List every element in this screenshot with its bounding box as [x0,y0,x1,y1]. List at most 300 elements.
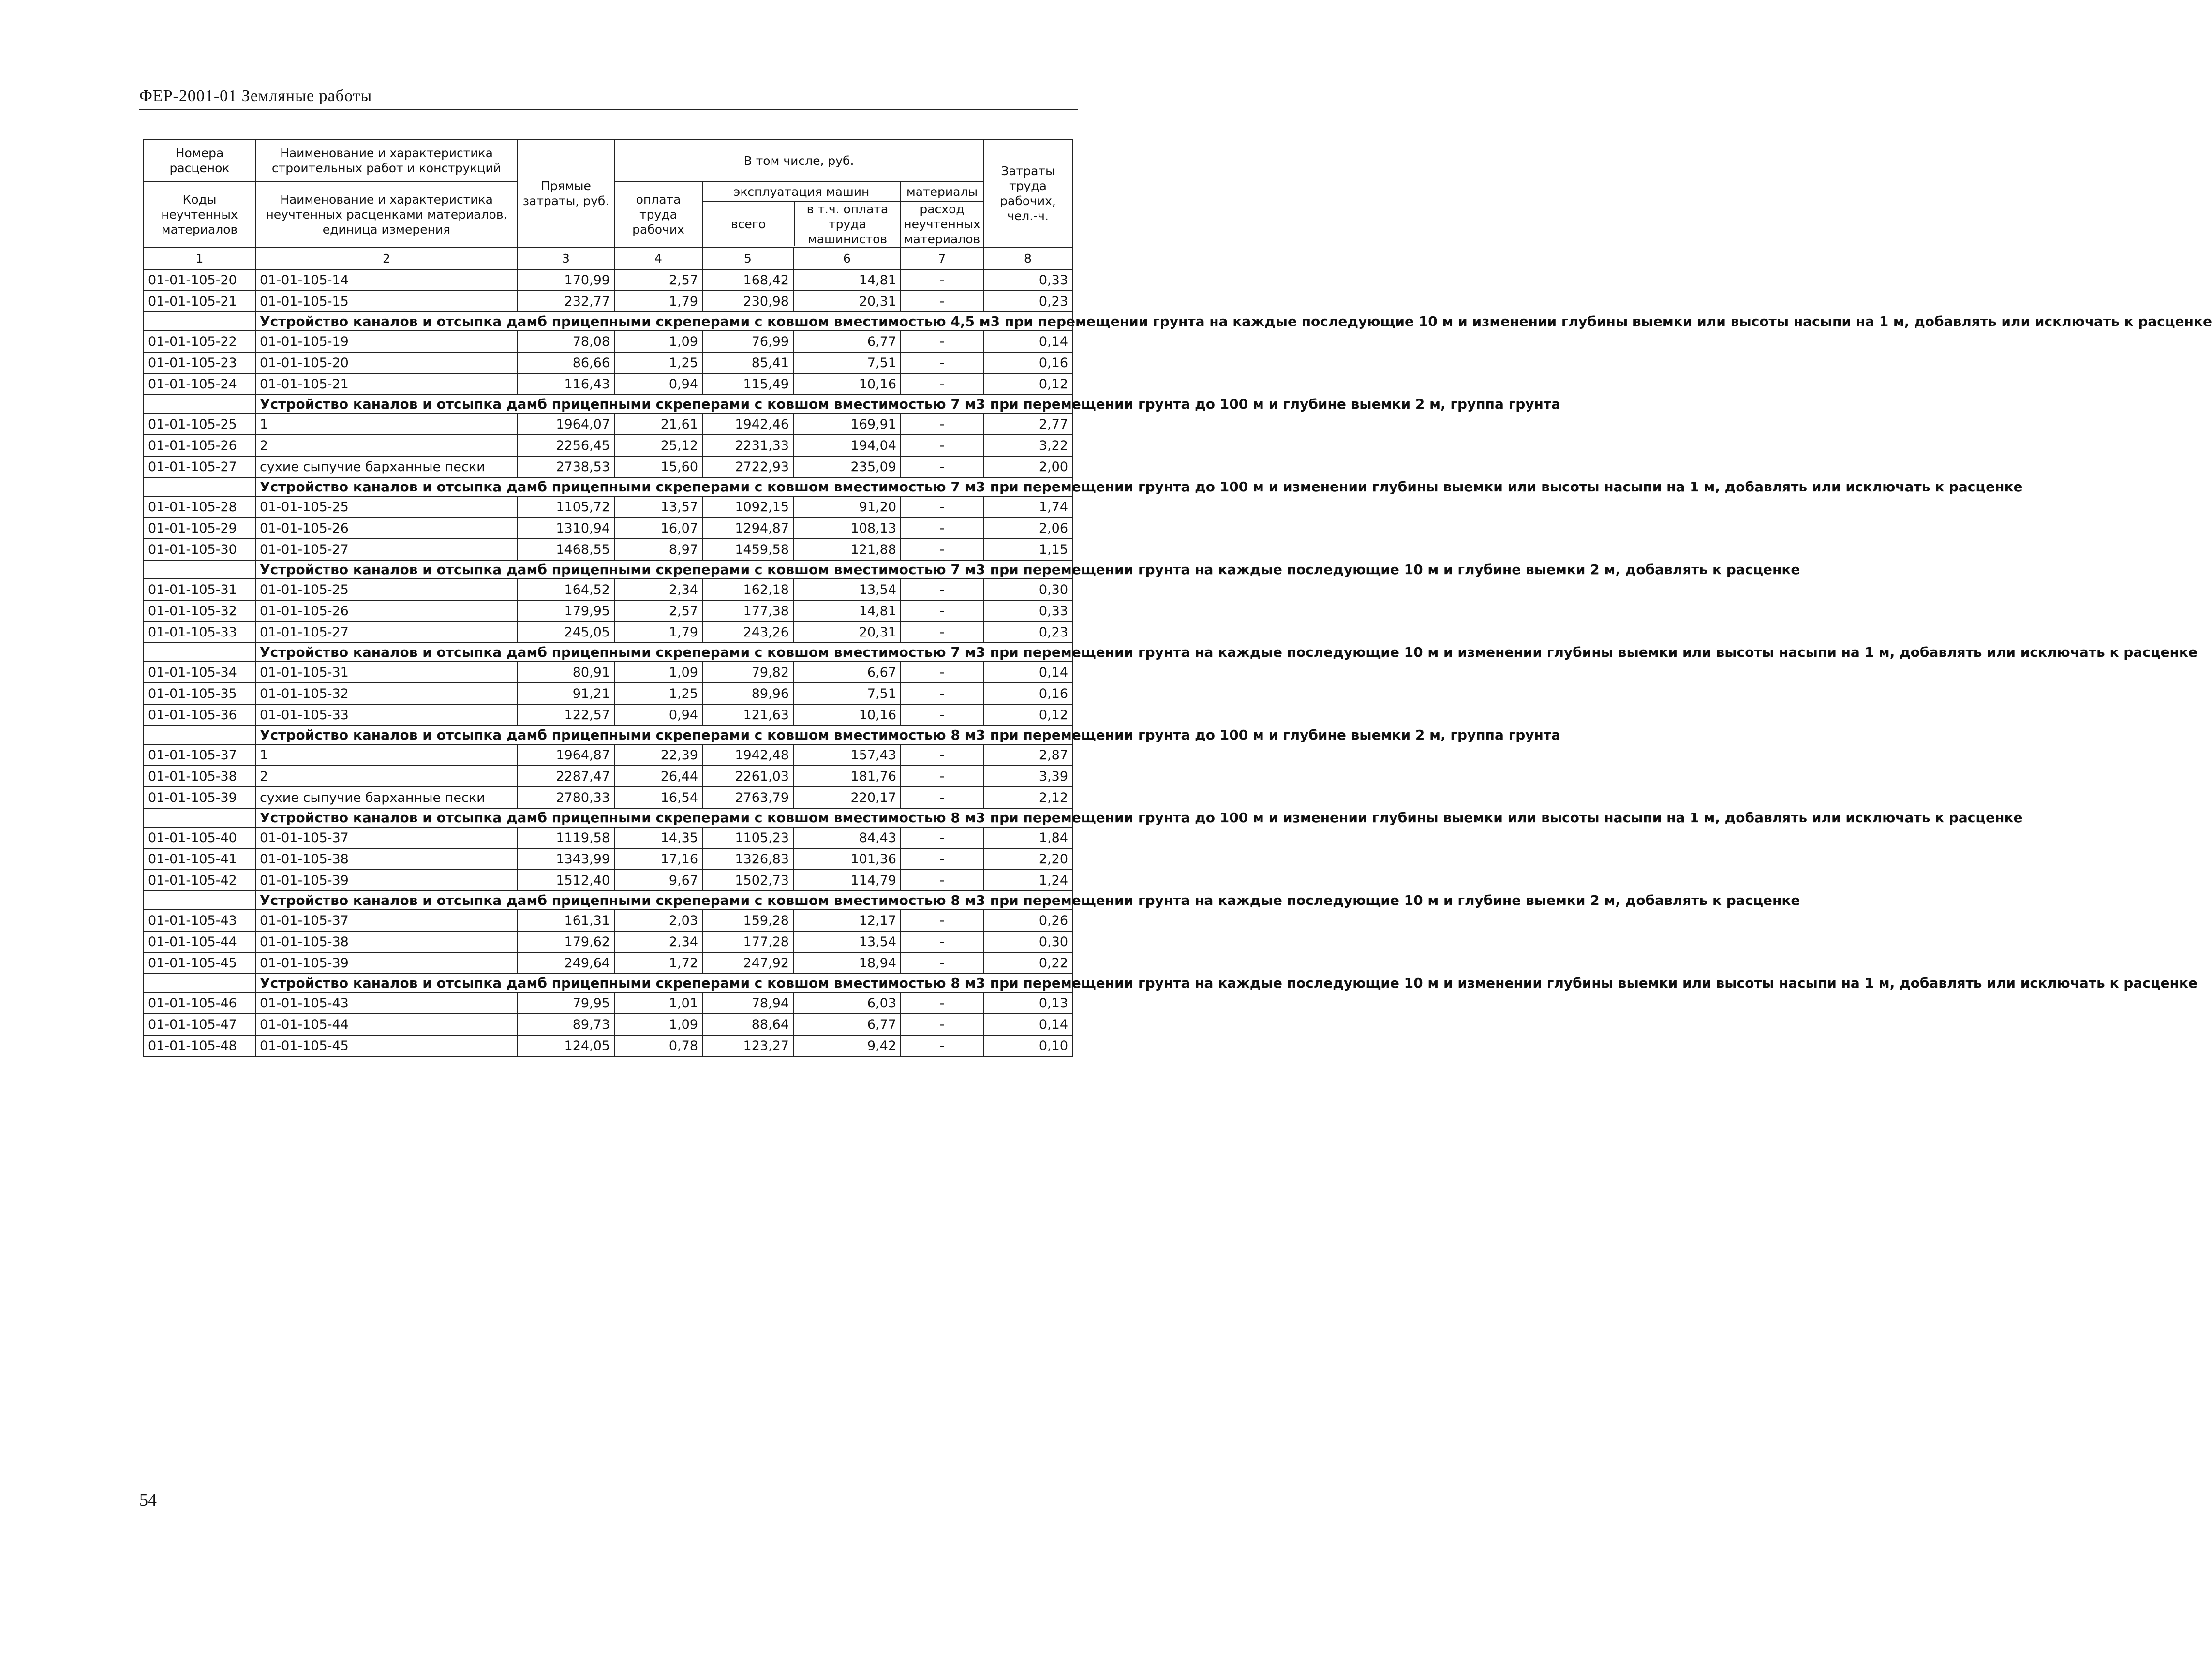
rate-name: 01-01-105-38 [255,931,518,952]
machinists-pay: 14,81 [793,269,901,291]
section-title: Устройство каналов и отсыпка дамб прицепными скреперами с ковшом вместимостью 8 м3 при перемещении грунта до 100 м и изменении глубины выемки или высоты насыпи на 1 м, добавлять или исключать к расценке [255,808,1072,827]
rate-name: 01-01-105-33 [255,704,518,725]
column-number-row [144,247,1072,269]
table-row [144,848,1072,870]
labor-hours: 0,16 [983,683,1072,704]
table-row [144,331,1072,352]
rate-name: 01-01-105-43 [255,992,518,1014]
direct-cost: 1105,72 [518,496,614,518]
table-body [144,269,2212,1056]
section-row [144,725,1072,744]
table-row [144,496,1072,518]
section-blank-cell [144,643,255,662]
table-row [144,827,1072,848]
machinists-pay: 6,03 [793,992,901,1014]
machinists-pay: 9,42 [793,1035,901,1056]
machines-total: 76,99 [702,331,793,352]
rate-name: 01-01-105-44 [255,1014,518,1035]
machines-total: 177,38 [702,600,793,621]
machines-total: 243,26 [702,621,793,643]
direct-cost: 170,99 [518,269,614,291]
section-row [144,808,1072,827]
section-row [144,312,1072,331]
labor-pay: 8,97 [614,539,702,560]
section-row [144,560,1072,579]
machines-total: 1502,73 [702,870,793,891]
table-row [144,952,1072,974]
machines-total: 2231,33 [702,435,793,456]
machinists-pay: 6,77 [793,331,901,352]
labor-pay: 0,78 [614,1035,702,1056]
direct-cost: 124,05 [518,1035,614,1056]
labor-hours: 2,06 [983,518,1072,539]
machines-total: 1326,83 [702,848,793,870]
labor-hours: 0,14 [983,331,1072,352]
machines-total: 230,98 [702,291,793,312]
direct-cost: 1310,94 [518,518,614,539]
header-divider [139,109,1078,110]
materials-cost: - [901,704,983,725]
labor-hours: 0,13 [983,992,1072,1014]
col-number: 7 [901,247,983,269]
table-row [144,787,1072,808]
machinists-pay: 220,17 [793,787,901,808]
rate-number: 01-01-105-39 [144,787,255,808]
machines-total: 1294,87 [702,518,793,539]
labor-hours: 0,22 [983,952,1072,974]
labor-pay: 1,09 [614,331,702,352]
labor-hours: 2,20 [983,848,1072,870]
section-title: Устройство каналов и отсыпка дамб прицепными скреперами с ковшом вместимостью 4,5 м3 при перемещении грунта на каждые последующие 10 м и изменении глубины выемки или высоты насыпи на 1 м, добавлять или исключать к расценке [255,312,1072,331]
col-machinists-pay-header: в т.ч. оплата труда машинистов [806,202,889,246]
materials-cost: - [901,621,983,643]
rate-number: 01-01-105-44 [144,931,255,952]
rate-name: 1 [255,744,518,766]
section-row [144,891,1072,910]
direct-cost: 1119,58 [518,827,614,848]
materials-cost: - [901,870,983,891]
table-row [144,662,1072,683]
materials-cost: - [901,518,983,539]
section-title: Устройство каналов и отсыпка дамб прицепными скреперами с ковшом вместимостью 7 м3 при перемещении грунта до 100 м и глубине выемки 2 м, группа грунта [255,395,1072,414]
machinists-pay: 13,54 [793,579,901,600]
table-header [144,140,1072,269]
table-row [144,600,1072,621]
materials-cost: - [901,579,983,600]
rate-name: 01-01-105-39 [255,952,518,974]
direct-cost: 116,43 [518,373,614,395]
labor-pay: 0,94 [614,704,702,725]
labor-hours: 0,12 [983,704,1072,725]
col-materials-unaccounted-header: расход неучтенных материалов [904,202,980,246]
rate-number: 01-01-105-30 [144,539,255,560]
section-blank-cell [144,312,255,331]
rate-name: 01-01-105-27 [255,539,518,560]
direct-cost: 1468,55 [518,539,614,560]
col-machines-header: эксплуатация машин [703,183,900,202]
machinists-pay: 7,51 [793,683,901,704]
labor-pay: 26,44 [614,766,702,787]
materials-cost: - [901,662,983,683]
labor-pay: 1,79 [614,291,702,312]
labor-pay: 0,94 [614,373,702,395]
direct-cost: 86,66 [518,352,614,373]
rate-number: 01-01-105-42 [144,870,255,891]
materials-cost: - [901,414,983,435]
section-blank-cell [144,891,255,910]
rate-name: 01-01-105-31 [255,662,518,683]
col-including-header: В том числе, руб. [614,140,983,181]
col-labor-pay-header: оплата труда рабочих [614,181,702,247]
machines-total: 121,63 [702,704,793,725]
table-row [144,435,1072,456]
labor-hours: 0,14 [983,1014,1072,1035]
labor-hours: 1,15 [983,539,1072,560]
rate-number: 01-01-105-46 [144,992,255,1014]
machinists-pay: 10,16 [793,373,901,395]
rate-name: сухие сыпучие барханные пески [255,787,518,808]
section-blank-cell [144,395,255,414]
labor-pay: 21,61 [614,414,702,435]
machines-total: 2763,79 [702,787,793,808]
labor-hours: 0,26 [983,910,1072,931]
labor-hours: 2,77 [983,414,1072,435]
rate-name: 01-01-105-20 [255,352,518,373]
materials-cost: - [901,1035,983,1056]
rate-number: 01-01-105-28 [144,496,255,518]
materials-cost: - [901,766,983,787]
labor-pay: 2,34 [614,579,702,600]
col-name-materials-header: Наименование и характеристика неучтенных расценками материалов, единица измерения [255,181,518,247]
rate-name: 01-01-105-38 [255,848,518,870]
col-number: 2 [255,247,518,269]
labor-pay: 9,67 [614,870,702,891]
col-direct-header: Прямые затраты, руб. [518,140,614,247]
direct-cost: 245,05 [518,621,614,643]
machinists-pay: 108,13 [793,518,901,539]
machines-total: 88,64 [702,1014,793,1035]
materials-cost: - [901,435,983,456]
labor-pay: 2,03 [614,910,702,931]
materials-cost: - [901,291,983,312]
direct-cost: 1343,99 [518,848,614,870]
table-row [144,931,1072,952]
rate-name: 01-01-105-32 [255,683,518,704]
col-number: 1 [144,247,255,269]
rate-number: 01-01-105-24 [144,373,255,395]
labor-pay: 2,57 [614,269,702,291]
table-row [144,704,1072,725]
machinists-pay: 20,31 [793,621,901,643]
section-title: Устройство каналов и отсыпка дамб прицепными скреперами с ковшом вместимостью 8 м3 при перемещении грунта до 100 м и глубине выемки 2 м, группа грунта [255,725,1072,744]
labor-hours: 2,00 [983,456,1072,477]
direct-cost: 179,95 [518,600,614,621]
machinists-pay: 14,81 [793,600,901,621]
direct-cost: 78,08 [518,331,614,352]
direct-cost: 232,77 [518,291,614,312]
table-row [144,992,1072,1014]
section-row [144,974,1072,992]
rate-name: 01-01-105-15 [255,291,518,312]
materials-cost: - [901,1014,983,1035]
table-row [144,766,1072,787]
machines-total: 1105,23 [702,827,793,848]
machinists-pay: 91,20 [793,496,901,518]
materials-cost: - [901,456,983,477]
machinists-pay: 181,76 [793,766,901,787]
rate-number: 01-01-105-21 [144,291,255,312]
table-row [144,539,1072,560]
section-row [144,643,1072,662]
machines-total: 89,96 [702,683,793,704]
page-number: 54 [139,1490,157,1509]
labor-pay: 1,25 [614,352,702,373]
table-row [144,414,1072,435]
rate-name: 01-01-105-14 [255,269,518,291]
labor-hours: 0,23 [983,291,1072,312]
rate-number: 01-01-105-32 [144,600,255,621]
labor-pay: 13,57 [614,496,702,518]
rate-number: 01-01-105-26 [144,435,255,456]
direct-cost: 79,95 [518,992,614,1014]
machines-total: 168,42 [702,269,793,291]
labor-pay: 2,57 [614,600,702,621]
labor-hours: 2,12 [983,787,1072,808]
rate-number: 01-01-105-31 [144,579,255,600]
table-row [144,621,1072,643]
rate-name: сухие сыпучие барханные пески [255,456,518,477]
machinists-pay: 84,43 [793,827,901,848]
rate-number: 01-01-105-38 [144,766,255,787]
labor-hours: 1,74 [983,496,1072,518]
col-number: 5 [702,247,793,269]
machinists-pay: 235,09 [793,456,901,477]
machines-total: 115,49 [702,373,793,395]
rate-number: 01-01-105-23 [144,352,255,373]
materials-cost: - [901,496,983,518]
machinists-pay: 121,88 [793,539,901,560]
labor-hours: 0,10 [983,1035,1072,1056]
labor-pay: 1,09 [614,1014,702,1035]
rate-name: 2 [255,435,518,456]
col-materials-header: материалы [901,183,983,202]
labor-pay: 1,72 [614,952,702,974]
rate-number: 01-01-105-35 [144,683,255,704]
col-machines-total-header: всего [703,202,795,246]
col-number: 4 [614,247,702,269]
materials-cost: - [901,827,983,848]
labor-pay: 17,16 [614,848,702,870]
materials-cost: - [901,744,983,766]
materials-cost: - [901,931,983,952]
rate-number: 01-01-105-40 [144,827,255,848]
labor-pay: 1,79 [614,621,702,643]
col-codes-header: Коды неучтенных материалов [144,181,255,247]
rate-name: 01-01-105-26 [255,518,518,539]
labor-hours: 0,16 [983,352,1072,373]
materials-cost: - [901,269,983,291]
machines-total: 2261,03 [702,766,793,787]
direct-cost: 161,31 [518,910,614,931]
rate-number: 01-01-105-25 [144,414,255,435]
section-row [144,477,1072,496]
materials-cost: - [901,787,983,808]
table-row [144,269,1072,291]
machinists-pay: 10,16 [793,704,901,725]
labor-hours: 2,87 [983,744,1072,766]
col-numbers-header: Номера расценок [144,140,255,181]
table-row [144,579,1072,600]
machines-total: 177,28 [702,931,793,952]
rate-name: 01-01-105-21 [255,373,518,395]
section-blank-cell [144,477,255,496]
rate-number: 01-01-105-22 [144,331,255,352]
table-row [144,910,1072,931]
rate-name: 01-01-105-19 [255,331,518,352]
machines-total: 78,94 [702,992,793,1014]
section-blank-cell [144,725,255,744]
table-row [144,683,1072,704]
rate-number: 01-01-105-48 [144,1035,255,1056]
table-row [144,870,1072,891]
table-row [144,456,1072,477]
col-labor-cost-header: Затраты труда рабочих, чел.-ч. [983,140,1072,247]
materials-cost: - [901,952,983,974]
labor-pay: 1,09 [614,662,702,683]
machinists-pay: 194,04 [793,435,901,456]
direct-cost: 2256,45 [518,435,614,456]
direct-cost: 2287,47 [518,766,614,787]
materials-cost: - [901,539,983,560]
rate-number: 01-01-105-34 [144,662,255,683]
labor-hours: 0,30 [983,579,1072,600]
section-title: Устройство каналов и отсыпка дамб прицепными скреперами с ковшом вместимостью 8 м3 при перемещении грунта на каждые последующие 10 м и глубине выемки 2 м, добавлять к расценке [255,891,1072,910]
machinists-pay: 20,31 [793,291,901,312]
labor-hours: 1,24 [983,870,1072,891]
table-row [144,291,1072,312]
machinists-pay: 157,43 [793,744,901,766]
section-row [144,395,1072,414]
machines-total: 162,18 [702,579,793,600]
direct-cost: 122,57 [518,704,614,725]
rate-number: 01-01-105-45 [144,952,255,974]
labor-pay: 1,01 [614,992,702,1014]
section-title: Устройство каналов и отсыпка дамб прицепными скреперами с ковшом вместимостью 7 м3 при перемещении грунта на каждые последующие 10 м и глубине выемки 2 м, добавлять к расценке [255,560,1072,579]
machines-total: 247,92 [702,952,793,974]
section-title: Устройство каналов и отсыпка дамб прицепными скреперами с ковшом вместимостью 8 м3 при перемещении грунта на каждые последующие 10 м и изменении глубины выемки или высоты насыпи на 1 м, добавлять или исключать к расценке [255,974,1072,992]
direct-cost: 179,62 [518,931,614,952]
direct-cost: 80,91 [518,662,614,683]
materials-cost: - [901,910,983,931]
labor-hours: 0,12 [983,373,1072,395]
machinists-pay: 169,91 [793,414,901,435]
machines-total: 1942,48 [702,744,793,766]
labor-hours: 0,14 [983,662,1072,683]
col-number: 6 [793,247,901,269]
machines-total: 79,82 [702,662,793,683]
labor-pay: 16,07 [614,518,702,539]
table-row [144,518,1072,539]
rate-number: 01-01-105-36 [144,704,255,725]
col-number: 3 [518,247,614,269]
rate-number: 01-01-105-29 [144,518,255,539]
direct-cost: 1964,87 [518,744,614,766]
labor-hours: 3,39 [983,766,1072,787]
machines-total: 85,41 [702,352,793,373]
rate-number: 01-01-105-33 [144,621,255,643]
direct-cost: 91,21 [518,683,614,704]
rate-name: 1 [255,414,518,435]
materials-cost: - [901,600,983,621]
labor-pay: 2,34 [614,931,702,952]
labor-hours: 1,84 [983,827,1072,848]
machinists-pay: 12,17 [793,910,901,931]
machinists-pay: 18,94 [793,952,901,974]
rate-name: 01-01-105-45 [255,1035,518,1056]
materials-cost: - [901,848,983,870]
labor-pay: 25,12 [614,435,702,456]
labor-hours: 3,22 [983,435,1072,456]
direct-cost: 1964,07 [518,414,614,435]
labor-hours: 0,30 [983,931,1072,952]
section-blank-cell [144,808,255,827]
materials-cost: - [901,331,983,352]
machines-total: 159,28 [702,910,793,931]
rates-table [143,139,2212,1057]
rate-number: 01-01-105-20 [144,269,255,291]
section-blank-cell [144,974,255,992]
materials-cost: - [901,352,983,373]
direct-cost: 249,64 [518,952,614,974]
machines-total: 1092,15 [702,496,793,518]
labor-pay: 22,39 [614,744,702,766]
rate-name: 01-01-105-25 [255,496,518,518]
direct-cost: 164,52 [518,579,614,600]
machinists-pay: 6,67 [793,662,901,683]
machinists-pay: 114,79 [793,870,901,891]
labor-hours: 0,23 [983,621,1072,643]
section-blank-cell [144,560,255,579]
machinists-pay: 13,54 [793,931,901,952]
direct-cost: 2780,33 [518,787,614,808]
labor-pay: 1,25 [614,683,702,704]
table-row [144,373,1072,395]
rate-number: 01-01-105-47 [144,1014,255,1035]
labor-hours: 0,33 [983,269,1072,291]
table-row [144,352,1072,373]
rate-name: 01-01-105-27 [255,621,518,643]
machinists-pay: 7,51 [793,352,901,373]
materials-cost: - [901,992,983,1014]
rate-number: 01-01-105-41 [144,848,255,870]
machinists-pay: 6,77 [793,1014,901,1035]
table-row [144,1014,1072,1035]
labor-pay: 16,54 [614,787,702,808]
direct-cost: 89,73 [518,1014,614,1035]
labor-pay: 15,60 [614,456,702,477]
rate-name: 01-01-105-37 [255,827,518,848]
rate-name: 01-01-105-39 [255,870,518,891]
section-title: Устройство каналов и отсыпка дамб прицепными скреперами с ковшом вместимостью 7 м3 при перемещении грунта до 100 м и изменении глубины выемки или высоты насыпи на 1 м, добавлять или исключать к расценке [255,477,1072,496]
rate-number: 01-01-105-43 [144,910,255,931]
col-number: 8 [983,247,1072,269]
machines-total: 1942,46 [702,414,793,435]
machinists-pay: 101,36 [793,848,901,870]
rate-name: 01-01-105-25 [255,579,518,600]
materials-cost: - [901,373,983,395]
machines-total: 2722,93 [702,456,793,477]
rate-number: 01-01-105-27 [144,456,255,477]
